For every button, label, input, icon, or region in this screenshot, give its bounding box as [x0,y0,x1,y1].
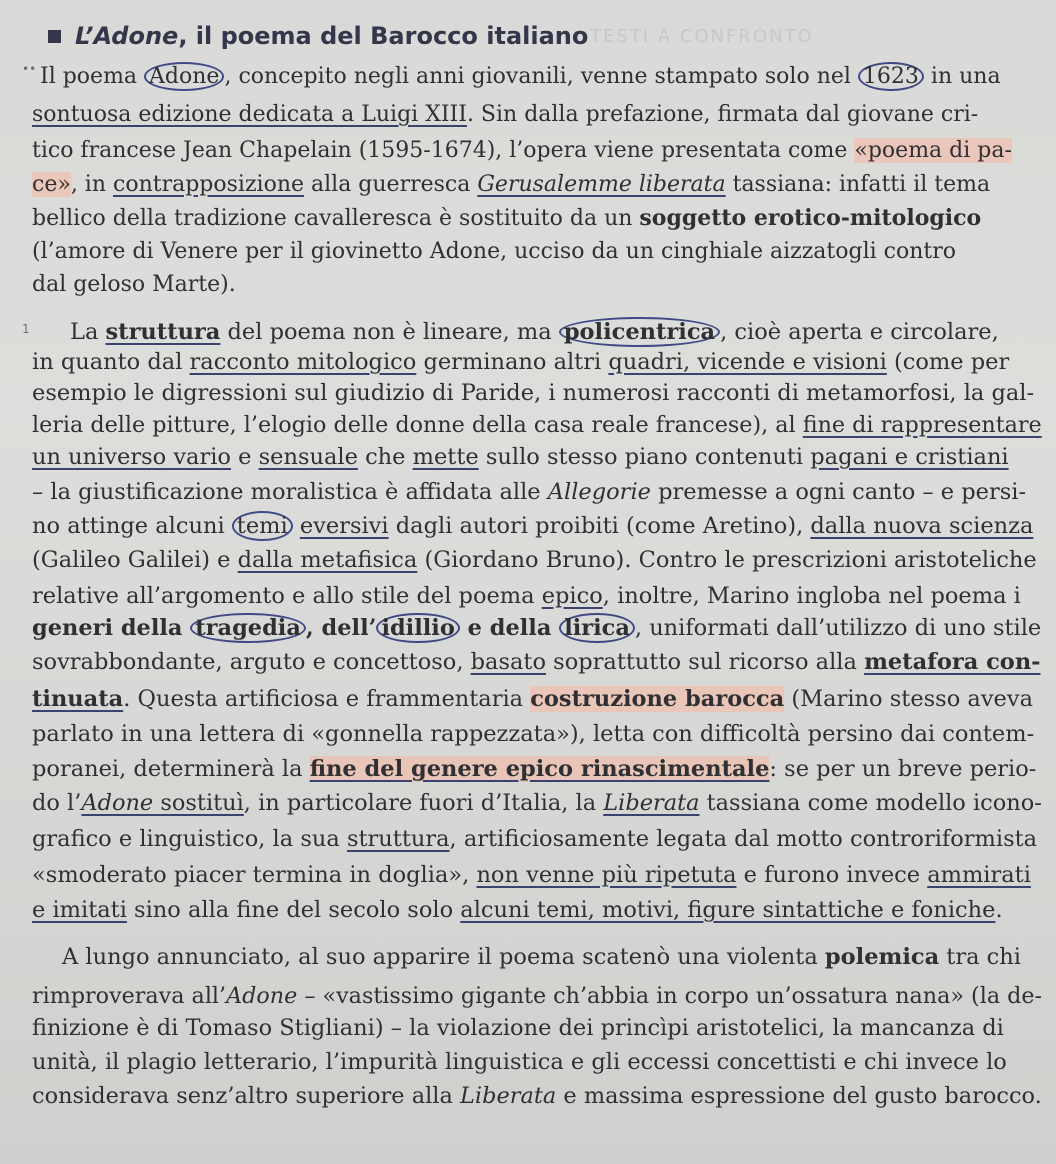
text-span: , uniformati dall’utilizzo di uno stile [634,615,1042,641]
text-line [32,442,1009,472]
text-span: e massima espressione del gusto barocco. [556,1083,1042,1109]
text-line [32,860,1031,890]
text-span: tinuata [32,686,124,712]
text-span: fine del genere epico rinascimentale [309,756,770,782]
text-span: do l’ [32,790,82,816]
text-span: «poema di pa- [854,138,1012,163]
text-span: ce» [32,172,71,197]
text-span: idillio [376,613,459,643]
text-span: tico francese Jean Chapelain (1595-1674), l’opera viene presentata come [32,138,855,163]
text-span: Adone [226,983,298,1009]
text-span: Adone [81,790,154,816]
text-line [32,477,1026,507]
text-span: (Marino stesso aveva [784,686,1033,712]
text-span: policentrica [559,317,720,347]
text-span: Gerusalemme liberata [477,172,726,197]
text-line [32,100,978,130]
text-span: , in particolare fuori d’Italia, la [243,790,604,816]
text-span: in quanto dal [32,349,190,375]
margin-marker: •• [22,62,37,76]
text-span: e della [459,615,560,641]
text-line [32,511,1033,541]
text-span: alla guerresca [304,172,478,197]
text-span: fine di rappresentare [802,412,1042,438]
text-span: mette [412,444,479,470]
text-line [32,788,1042,818]
text-line [70,317,999,347]
text-span: unità, il plagio letterario, l’impurità linguistica e gli eccessi concettisti e chi invece lo [32,1049,1007,1075]
text-span: , dell’ [305,615,377,641]
text-line [32,203,981,234]
text-span: tassiana: infatti il tema [725,172,991,197]
heading-subtitle: , il poema del Barocco italiano [178,22,589,50]
text-line [32,1047,1007,1077]
text-span: soggetto erotico-mitologico [639,205,982,231]
text-span: sontuosa edizione dedicata a Luigi XIII [32,102,467,127]
text-span: alcuni temi, motivi, figure sintattiche e foniche [460,897,996,923]
text-span: bellico della tradizione cavalleresca è sostituito da un [32,206,640,231]
text-span: pagani e cristiani [810,444,1009,470]
text-span: basato [470,649,547,675]
text-span: (l’amore di Venere per il giovinetto Adone, ucciso da un cinghiale aizzatogli contro [32,239,956,264]
text-span: – «vastissimo gigante ch’abbia in corpo un’ossatura nana» (la de- [297,983,1043,1009]
text-line [32,581,1021,611]
text-line [32,719,1034,749]
text-span: (Giordano Bruno). Contro le prescrizioni aristoteliche [417,547,1037,573]
text-span: : se per un breve perio- [769,756,1037,782]
text-span: A lungo annunciato, al suo apparire il poema scatenò una violenta [62,944,825,970]
text-span: Liberata [459,1083,557,1109]
text-span: costruzione barocca [530,686,785,712]
text-span: germinano altri [416,349,609,375]
text-line [32,347,1009,377]
text-span: e furono invece [736,862,928,888]
text-span: ammirati [927,862,1031,888]
text-span: leria delle pitture, l’elogio delle donne della casa reale francese), al [32,412,803,438]
text-span: . Sin dalla prefazione, firmata dal giovane cri- [466,102,979,127]
heading-title: L’Adone [75,22,179,50]
text-line [32,754,1036,784]
text-span: , inoltre, Marino ingloba nel poema i [602,583,1021,609]
text-line [32,613,1041,643]
text-span: struttura [105,319,221,345]
text-line [32,684,1033,714]
text-span: (Galileo Galilei) e [32,547,238,573]
text-span: grafico e linguistico, la sua [32,826,347,852]
text-span: (come per [886,349,1010,375]
bleed-through-text: TESTI A CONFRONTO [590,26,814,47]
section-heading [48,22,588,50]
text-span: . [995,897,1003,923]
text-span: dalla nuova scienza [810,513,1034,539]
text-span: dal geloso Marte). [32,272,236,297]
text-span: metafora con- [864,649,1041,675]
text-line [32,378,1034,408]
text-span: premesse a ogni canto – e persi- [650,479,1027,505]
text-span: sostituì [153,790,244,816]
text-span: sino alla fine del secolo solo [126,897,461,923]
text-span: soprattutto sul ricorso alla [546,649,865,675]
text-line [32,981,1042,1011]
text-line [32,170,990,200]
text-span: che [357,444,413,470]
text-span: non venne più ripetuta [476,862,737,888]
text-span: e imitati [32,897,127,923]
text-span: Adone [144,62,224,91]
text-span: un universo vario [32,444,231,470]
text-span: in una [923,64,1001,89]
text-line [32,136,1012,166]
text-span: e [230,444,259,470]
text-span: del poema non è lineare, ma [220,319,559,345]
text-span: , in [70,172,113,197]
text-span: , cioè aperta e circolare, [720,319,999,345]
text-span: racconto mitologico [189,349,417,375]
text-line [32,1013,1004,1043]
text-span: quadri, vicende e visioni [608,349,887,375]
text-span: eversivi [299,513,389,539]
text-span: finizione è di Tomaso Stigliani) – la violazione dei princìpi aristotelici, la mancanza di [32,1015,1004,1041]
text-span: contrapposizione [113,172,305,197]
text-span: epico [541,583,603,609]
text-span: rimproverava all’ [32,983,227,1009]
text-span: Liberata [603,790,700,816]
text-span: , artificiosamente legata dal motto controriformista [449,826,1038,852]
text-span: «smoderato piacer termina in doglia», [32,862,477,888]
text-line [32,895,1003,925]
text-span: . Questa artificiosa e frammentaria [123,686,531,712]
text-span: esempio le digressioni sul giudizio di Paride, i numerosi racconti di metamorfosi, la gal- [32,380,1035,406]
text-span: Il poema [40,64,145,89]
text-span: tragedia [190,613,306,643]
text-span: tassiana come modello icono- [699,790,1042,816]
text-span: sullo stesso piano contenuti [478,444,811,470]
text-span: dagli autori proibiti (come Aretino), [388,513,811,539]
text-line [32,410,1042,440]
text-span: relative all’argomento e allo stile del poema [32,583,542,609]
text-span: considerava senz’altro superiore alla [32,1083,460,1109]
text-span: – la giustificazione moralistica è affidata alle [32,479,548,505]
text-span: struttura [346,826,450,852]
text-span: tra chi [939,944,1021,970]
text-line [32,1081,1042,1111]
text-span: generi della [32,615,191,641]
text-line [32,270,236,300]
square-bullet-icon [48,30,61,43]
text-line [40,62,1001,92]
text-span: polemica [824,944,940,970]
text-line [32,647,1041,677]
text-line [32,824,1037,854]
text-span: , concepito negli anni giovanili, venne stampato solo nel [224,64,858,89]
text-span: sovrabbondante, arguto e concettoso, [32,649,471,675]
text-span [293,513,300,539]
text-line [32,237,956,267]
text-span: sensuale [258,444,358,470]
text-span: temi [232,511,293,541]
text-span: La [70,319,106,345]
text-span: lirica [559,613,635,643]
text-line [62,942,1021,972]
text-span: no attinge alcuni [32,513,232,539]
text-span: 1623 [858,62,924,91]
text-span: parlato in una lettera di «gonnella rappezzata»), letta con difficoltà persino dai contem- [32,721,1035,747]
text-span: Allegorie [547,479,651,505]
text-span: dalla metafisica [237,547,418,573]
text-span: poranei, determinerà la [32,756,310,782]
text-line [32,545,1037,575]
margin-marker: 1 [22,322,30,336]
